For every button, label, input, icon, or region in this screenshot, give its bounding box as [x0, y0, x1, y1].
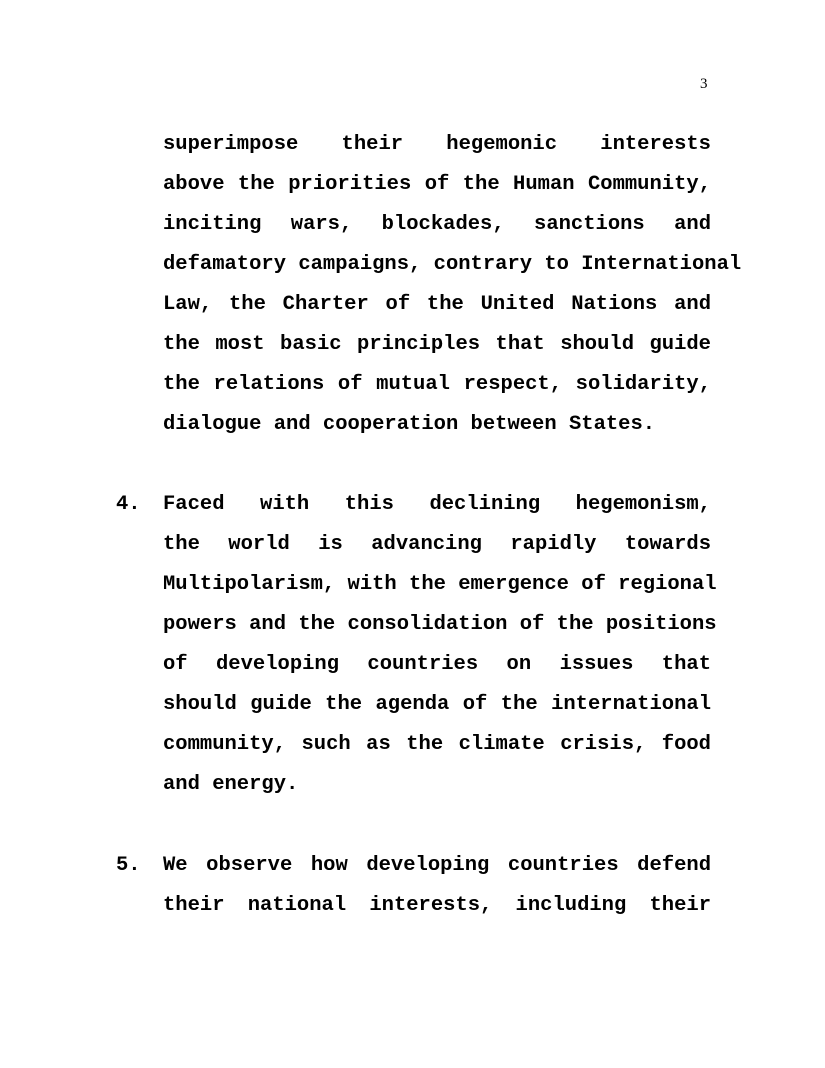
text-line: inciting wars, blockades, sanctions and — [163, 213, 711, 236]
paragraph-number: 5. — [116, 854, 141, 877]
text-line: their national interests, including their — [163, 894, 711, 917]
paragraph-number: 4. — [116, 493, 141, 516]
text-line: should guide the agenda of the international — [163, 693, 711, 716]
text-line: powers and the consolidation of the positions — [163, 613, 717, 636]
paragraph-5 — [163, 846, 711, 926]
text-line: the relations of mutual respect, solidarity, — [163, 373, 711, 396]
text-line: Law, the Charter of the United Nations and — [163, 293, 711, 316]
text-line: Faced with this declining hegemonism, — [163, 493, 711, 516]
text-line: and energy. — [163, 773, 299, 796]
paragraph-continuation — [163, 125, 742, 445]
text-line: Multipolarism, with the emergence of regional — [163, 573, 717, 596]
text-line: dialogue and cooperation between States. — [163, 413, 656, 436]
text-line: the most basic principles that should guide — [163, 333, 711, 356]
text-line: We observe how developing countries defend — [163, 854, 711, 877]
text-line: community, such as the climate crisis, food — [163, 733, 711, 756]
text-line: defamatory campaigns, contrary to International — [163, 253, 742, 276]
text-line: of developing countries on issues that — [163, 653, 711, 676]
paragraph-4 — [163, 485, 717, 805]
text-line: the world is advancing rapidly towards — [163, 533, 711, 556]
text-line: superimpose their hegemonic interests — [163, 133, 711, 156]
text-line: above the priorities of the Human Community, — [163, 173, 711, 196]
page-number: 3 — [700, 76, 708, 92]
